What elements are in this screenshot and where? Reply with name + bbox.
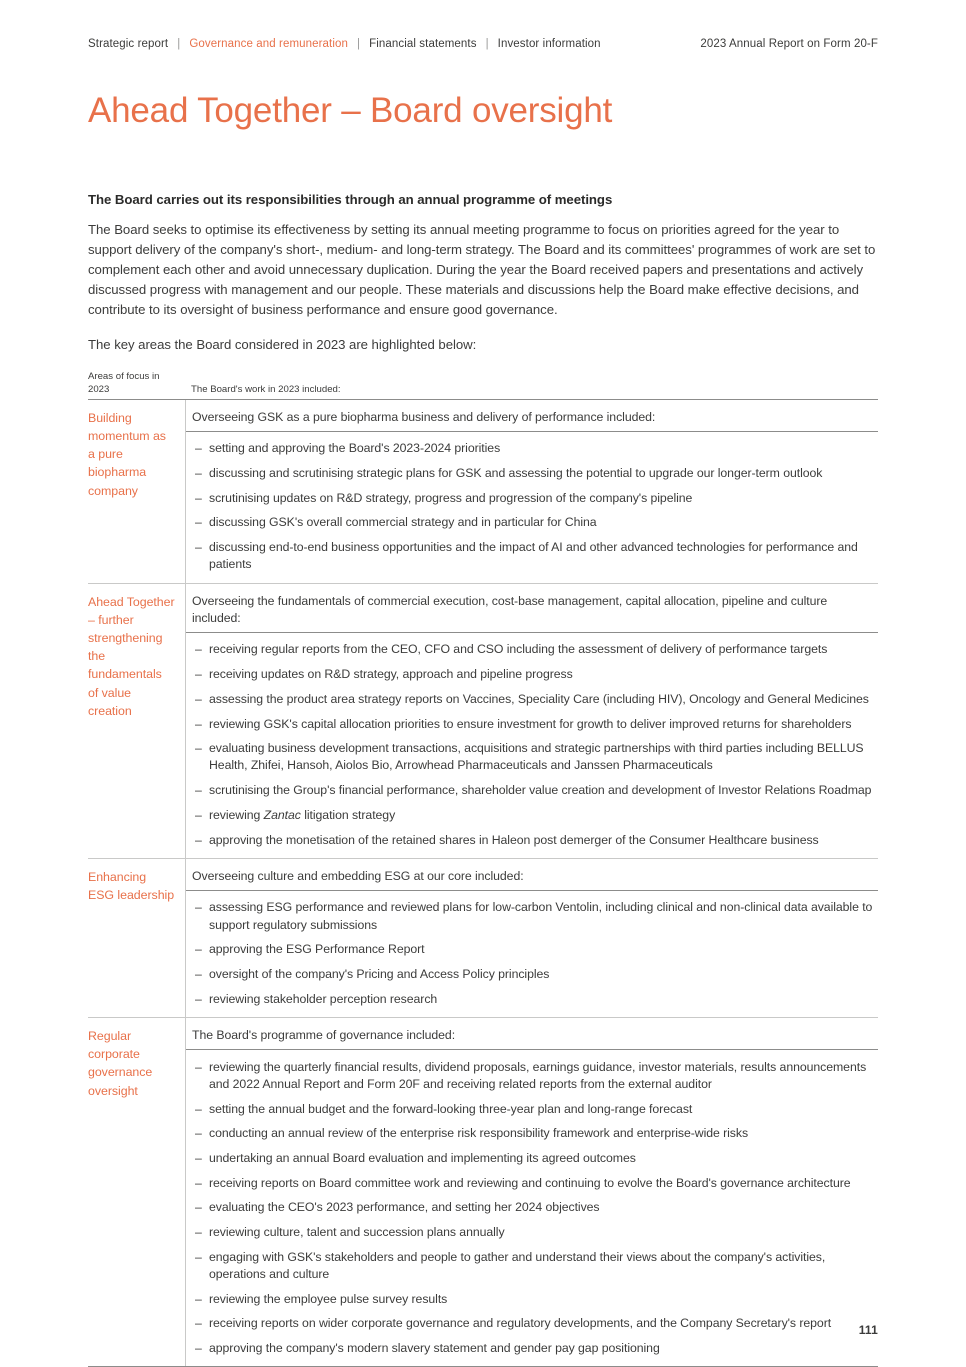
list-item-text: reviewing the employee pulse survey results <box>209 1291 448 1306</box>
list-item-text: conducting an annual review of the enterprise risk responsibility framework and enterprise-wide risks <box>209 1126 749 1141</box>
list-item-text: receiving reports on Board committee work and reviewing and continuing to evolve the Board's governance architecture <box>209 1175 851 1190</box>
list-item <box>186 708 878 733</box>
areas-of-focus-table <box>88 371 878 1367</box>
list-item <box>186 634 878 659</box>
bullet-dash-icon: – <box>195 1291 202 1306</box>
bullet-dash-icon: – <box>195 991 202 1006</box>
focus-area-list <box>186 892 878 1008</box>
focus-area-intro: Overseeing GSK as a pure biopharma business and delivery of performance included: <box>186 400 878 432</box>
list-item <box>186 1283 878 1308</box>
running-header-nav <box>88 38 601 50</box>
focus-area-label: Ahead Together – further strengthening the fundamentals of value creation <box>88 594 175 718</box>
list-item-text: evaluating business development transactions, acquisitions and strategic partnerships with third parties including BELLUS Health, Zhifei, Hansoh, Aiolos Bio, Arrowhead Pharmaceuticals and Janssen Pharmaceuticals <box>209 741 864 773</box>
intro-section <box>88 192 878 354</box>
nav-separator: | <box>177 38 181 50</box>
list-item <box>186 983 878 1008</box>
intro-paragraph: The Board seeks to optimise its effectiveness by setting its annual meeting programme to focus on priorities agreed for the year to support delivery of the company's short-, medium- and long-term strategy. The Board and its committees' programmes of work are set to complement each other and avoid unnecessary duplication. During the year the Board received papers and presentations and actively discussed progress with management and our people. These materials and discussions help the Board make effective decisions, and contribute to its oversight of business performance and ensure good governance. <box>88 222 876 318</box>
list-item-text: reviewing Zantac litigation strategy <box>209 807 396 822</box>
bullet-dash-icon: – <box>195 1316 202 1331</box>
list-item-text: receiving updates on R&D strategy, approach and pipeline progress <box>209 667 573 682</box>
list-item <box>186 892 878 934</box>
bullet-dash-icon: – <box>195 1151 202 1165</box>
bullet-dash-icon: – <box>195 1059 202 1074</box>
list-item <box>186 659 878 684</box>
list-item <box>186 1308 878 1333</box>
column-header-board-work: The Board's work in 2023 included: <box>191 383 341 395</box>
bullet-dash-icon: – <box>195 515 202 530</box>
list-item <box>186 934 878 959</box>
list-item-text: discussing and scrutinising strategic plans for GSK and assessing the potential to upgrade our longer-term outlook <box>209 466 823 481</box>
bullet-dash-icon: – <box>195 783 202 798</box>
list-item <box>186 1118 878 1143</box>
bullet-dash-icon: – <box>195 1200 202 1215</box>
list-item-text: receiving regular reports from the CEO, CFO and CSO including the assessment of delivery of performance targets <box>209 642 828 657</box>
focus-area-list <box>186 433 878 574</box>
list-item <box>186 1333 878 1358</box>
bullet-dash-icon: – <box>195 691 202 706</box>
focus-area-intro: Overseeing culture and embedding ESG at our core included: <box>186 859 878 891</box>
focus-area-body <box>185 1018 878 1366</box>
list-item <box>186 799 878 824</box>
list-item <box>186 532 878 574</box>
bullet-dash-icon: – <box>195 1225 202 1240</box>
list-item-text: assessing the product area strategy reports on Vaccines, Speciality Care (including HIV), Oncology and General Medicines <box>209 691 869 706</box>
list-item-text: approving the company's modern slavery statement and gender pay gap positioning <box>209 1341 660 1356</box>
list-item <box>186 1192 878 1217</box>
list-item-text: receiving reports on wider corporate governance and regulatory developments, and the Company Secretary's report <box>209 1316 832 1331</box>
focus-area-body <box>185 400 878 583</box>
nav-financial-statements[interactable]: Financial statements <box>369 38 477 50</box>
bullet-dash-icon: – <box>195 490 202 505</box>
list-item-text: setting and approving the Board's 2023-2024 priorities <box>209 441 501 456</box>
list-item <box>186 824 878 849</box>
intro-lead-in: The key areas the Board considered in 2023 are highlighted below: <box>88 336 477 352</box>
list-item <box>186 733 878 775</box>
list-item-text: approving the monetisation of the retained shares in Haleon post demerger of the Consumer Healthcare business <box>209 832 819 847</box>
list-item-text: evaluating the CEO's 2023 performance, and setting her 2024 objectives <box>209 1200 600 1215</box>
bullet-dash-icon: – <box>195 540 202 555</box>
bullet-dash-icon: – <box>195 1101 202 1116</box>
nav-governance-and-remuneration[interactable]: Governance and remuneration <box>189 38 348 50</box>
list-item-text: undertaking an annual Board evaluation and implementing its agreed outcomes <box>209 1151 636 1165</box>
table-row <box>88 584 878 859</box>
column-header-line-1: Areas of focus in <box>88 371 160 383</box>
intro-heading: The Board carries out its responsibilities through an annual programme of meetings <box>88 192 613 208</box>
list-item <box>186 1241 878 1283</box>
list-item <box>186 1217 878 1242</box>
focus-area-label: Enhancing ESG leadership <box>88 869 175 902</box>
list-item <box>186 433 878 458</box>
list-item-text: discussing end-to-end business opportunities and the impact of AI and other advanced technologies for performance and patients <box>209 540 858 572</box>
nav-separator: | <box>485 38 489 50</box>
list-item <box>186 458 878 483</box>
list-item-text: oversight of the company's Pricing and Access Policy principles <box>209 967 550 982</box>
list-item <box>186 683 878 708</box>
list-item-text: approving the ESG Performance Report <box>209 942 425 957</box>
column-header-areas-of-focus <box>88 371 185 396</box>
bullet-dash-icon: – <box>195 942 202 957</box>
focus-area-body <box>185 859 878 1017</box>
list-item-text: scrutinising updates on R&D strategy, progress and progression of the company's pipeline <box>209 490 693 505</box>
list-item <box>186 507 878 532</box>
focus-area-intro: Overseeing the fundamentals of commercial execution, cost-base management, capital allocation, pipeline and culture included: <box>186 584 878 633</box>
running-header <box>88 38 878 58</box>
table-body <box>88 400 878 1367</box>
focus-area-label: Regular corporate governance oversight <box>88 1028 153 1098</box>
bullet-dash-icon: – <box>195 900 202 915</box>
list-item <box>186 482 878 507</box>
bullet-dash-icon: – <box>195 1249 202 1264</box>
list-item-text: reviewing stakeholder perception research <box>209 991 438 1006</box>
table-row <box>88 1018 878 1367</box>
nav-investor-information[interactable]: Investor information <box>497 38 601 50</box>
page-title: Ahead Together – Board oversight <box>88 91 613 130</box>
focus-area-intro: The Board's programme of governance included: <box>186 1018 878 1050</box>
focus-area-label: Building momentum as a pure biopharma company <box>88 410 166 498</box>
list-item-text: reviewing GSK's capital allocation priorities to ensure investment for growth to deliver improved returns for shareholders <box>209 716 852 731</box>
list-item <box>186 959 878 984</box>
list-item-text: reviewing culture, talent and succession plans annually <box>209 1225 505 1240</box>
page-number: 111 <box>858 1323 878 1337</box>
bullet-dash-icon: – <box>195 1341 202 1356</box>
bullet-dash-icon: – <box>195 967 202 982</box>
table-row <box>88 859 878 1018</box>
focus-area-list <box>186 634 878 849</box>
bullet-dash-icon: – <box>195 807 202 822</box>
report-label: 2023 Annual Report on Form 20-F <box>700 38 878 50</box>
list-item-text: assessing ESG performance and reviewed plans for low-carbon Ventolin, including clinical and non-clinical data available to support regulatory submissions <box>209 900 873 932</box>
bullet-dash-icon: – <box>195 741 202 756</box>
bullet-dash-icon: – <box>195 716 202 731</box>
focus-area-list <box>186 1051 878 1357</box>
list-item-text: setting the annual budget and the forward-looking three-year plan and long-range forecast <box>209 1101 693 1116</box>
nav-strategic-report[interactable]: Strategic report <box>88 38 169 50</box>
list-item-text: scrutinising the Group's financial performance, shareholder value creation and development of Investor Relations Roadmap <box>209 783 872 798</box>
list-item <box>186 1143 878 1168</box>
bullet-dash-icon: – <box>195 441 202 456</box>
list-item-text: discussing GSK's overall commercial strategy and in particular for China <box>209 515 597 530</box>
list-item <box>186 775 878 800</box>
bullet-dash-icon: – <box>195 466 202 481</box>
emphasised-term: Zantac <box>263 807 301 822</box>
column-header-line-2: 2023 <box>88 383 110 395</box>
bullet-dash-icon: – <box>195 667 202 682</box>
nav-separator: | <box>357 38 361 50</box>
list-item-text: reviewing the quarterly financial results, dividend proposals, earnings guidance, investor materials, results announcements and 2022 Annual Report and Form 20F and receiving related reports from the external auditor <box>209 1059 867 1091</box>
bullet-dash-icon: – <box>195 1175 202 1190</box>
table-row <box>88 400 878 584</box>
list-item <box>186 1167 878 1192</box>
list-item-text: engaging with GSK's stakeholders and people to gather and understand their views about the company's activities, operations and culture <box>209 1249 826 1282</box>
list-item <box>186 1093 878 1118</box>
focus-area-body <box>185 584 878 858</box>
bullet-dash-icon: – <box>195 642 202 657</box>
bullet-dash-icon: – <box>195 1126 202 1141</box>
bullet-dash-icon: – <box>195 832 202 847</box>
list-item <box>186 1051 878 1093</box>
table-header-row <box>88 371 878 399</box>
